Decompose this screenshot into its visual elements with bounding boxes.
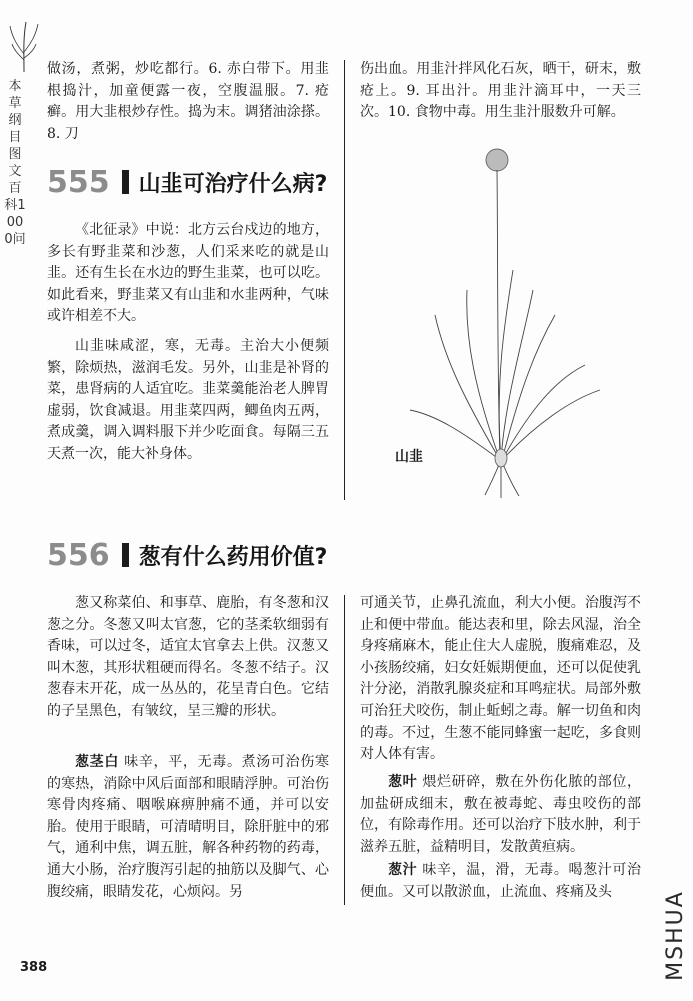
question-555-heading bbox=[47, 162, 327, 202]
page-number: 388 bbox=[20, 960, 48, 975]
watermark-text: MSHUA bbox=[662, 889, 688, 981]
book-title: 本草纲目图文百科1000问 bbox=[4, 79, 26, 247]
continuation-left: 做汤，煮粥，炒吃都行。6. 赤白带下。用韭根捣汁，加童便露一夜，空腹温服。7. 疮癣。用大韭根炒存性。捣为末。调猪油涂搽。8. 刀 bbox=[47, 61, 329, 142]
plant-logo-icon bbox=[6, 14, 42, 74]
continuation-right: 伤出血。用韭汁拌风化石灰，晒干，研末，敷疮上。9. 耳出汁。用韭汁滴耳中，一天三次。10. 食物中毒。用生韭汁服数升可解。 bbox=[360, 61, 641, 121]
q556-right-paragraph-2 bbox=[360, 772, 641, 858]
q555-paragraph-1: 《北征录》中说：北方云台戍边的地方，多长有野韭菜和沙葱，人们采来吃的就是山韭。还有生长在水边的野生韭菜，也可以吃。如此看来，野韭菜又有山韭和水韭两种，气味或许相差不大。 bbox=[47, 222, 329, 325]
question-556-heading bbox=[47, 535, 327, 575]
q556-left-text-2: 味辛，平，无毒。煮汤可治伤寒的寒热，消除中风后面部和眼睛浮肿。可治伤寒骨肉疼痛、咽喉麻痹肿痛不通，并可以安胎。使用于眼睛，可清晴明目，除肝脏中的邪气，通利中焦，调五脏，解各种药物的药毒，通大小肠，治疗腹泻引起的抽筋以及脚气、心腹绞痛，眼睛发花，心烦闷。另 bbox=[47, 754, 330, 900]
term-scallion-leaf: 葱叶 bbox=[388, 774, 418, 790]
question-number: 555 bbox=[47, 164, 110, 200]
column-divider-bottom bbox=[344, 595, 345, 905]
watermark bbox=[663, 880, 687, 990]
column-divider-top bbox=[344, 60, 345, 500]
q555-paragraph-2: 山韭味咸涩，寒，无毒。主治大小便频繁，除烦热，滋润毛发。另外，山韭是补肾的菜，患肾病的人适宜吃。韭菜羹能治老人脾胃虚弱，饮食减退。用韭菜四两，鲫鱼肉五两，煮成羹，调入调料服下并少吃面食。每隔三五天煮一次，能大补身体。 bbox=[47, 338, 329, 462]
q556-left-paragraph-2 bbox=[47, 752, 329, 903]
wild-chive-illustration bbox=[405, 140, 605, 500]
q556-right-paragraph-3 bbox=[360, 860, 641, 903]
heading-bar bbox=[122, 170, 129, 194]
q556-right-text-2: 煨烂研碎，敷在外伤化脓的部位，加盐研成细末，敷在被毒蛇、毒虫咬伤的部位，有除毒作用。还可以治疗下肢水肿，利于滋养五脏，益精明目，发散黄疸病。 bbox=[360, 774, 642, 855]
question-number: 556 bbox=[47, 537, 110, 573]
heading-bar bbox=[122, 543, 129, 567]
term-scallion-juice: 葱汁 bbox=[388, 862, 418, 878]
illustration-caption: 山韭 bbox=[395, 449, 423, 465]
question-title: 山韭可治疗什么病? bbox=[138, 171, 328, 197]
q556-right-paragraph-1: 可通关节，止鼻孔流血，利大小便。治腹泻不止和便中带血。能达表和里，除去风湿，治全身疼痛麻木，能止住大人虚脱，腹痛难忍，及小孩肠绞痛，妇女妊娠期便血，还可以促使乳汁分泌，消散乳腺炎症和耳鸣症状。局部外敷可治狂犬咬伤，制止蚯蚓之毒。解一切鱼和肉的毒。不过，生葱不能同蜂蜜一起吃，多食则对人体有害。 bbox=[360, 595, 641, 763]
q556-right-text-3: 味辛，温，滑，无毒。喝葱汁可治便血。又可以散淤血，止流血、疼痛及头 bbox=[360, 862, 642, 900]
q556-left-paragraph-1: 葱又称菜伯、和事草、鹿胎，有冬葱和汉葱之分。冬葱又叫太官葱，它的茎柔软细弱有香味，可以过冬，适宜太官拿去上供。汉葱又叫木葱，其形状粗硬而得名。冬葱不结子。汉葱春末开花，成一丛丛的，花呈青白色。它结的子呈黑色，有皱纹，呈三瓣的形状。 bbox=[47, 595, 329, 719]
term-scallion-white: 葱茎白 bbox=[75, 754, 120, 770]
question-title: 葱有什么药用价值? bbox=[138, 544, 328, 570]
